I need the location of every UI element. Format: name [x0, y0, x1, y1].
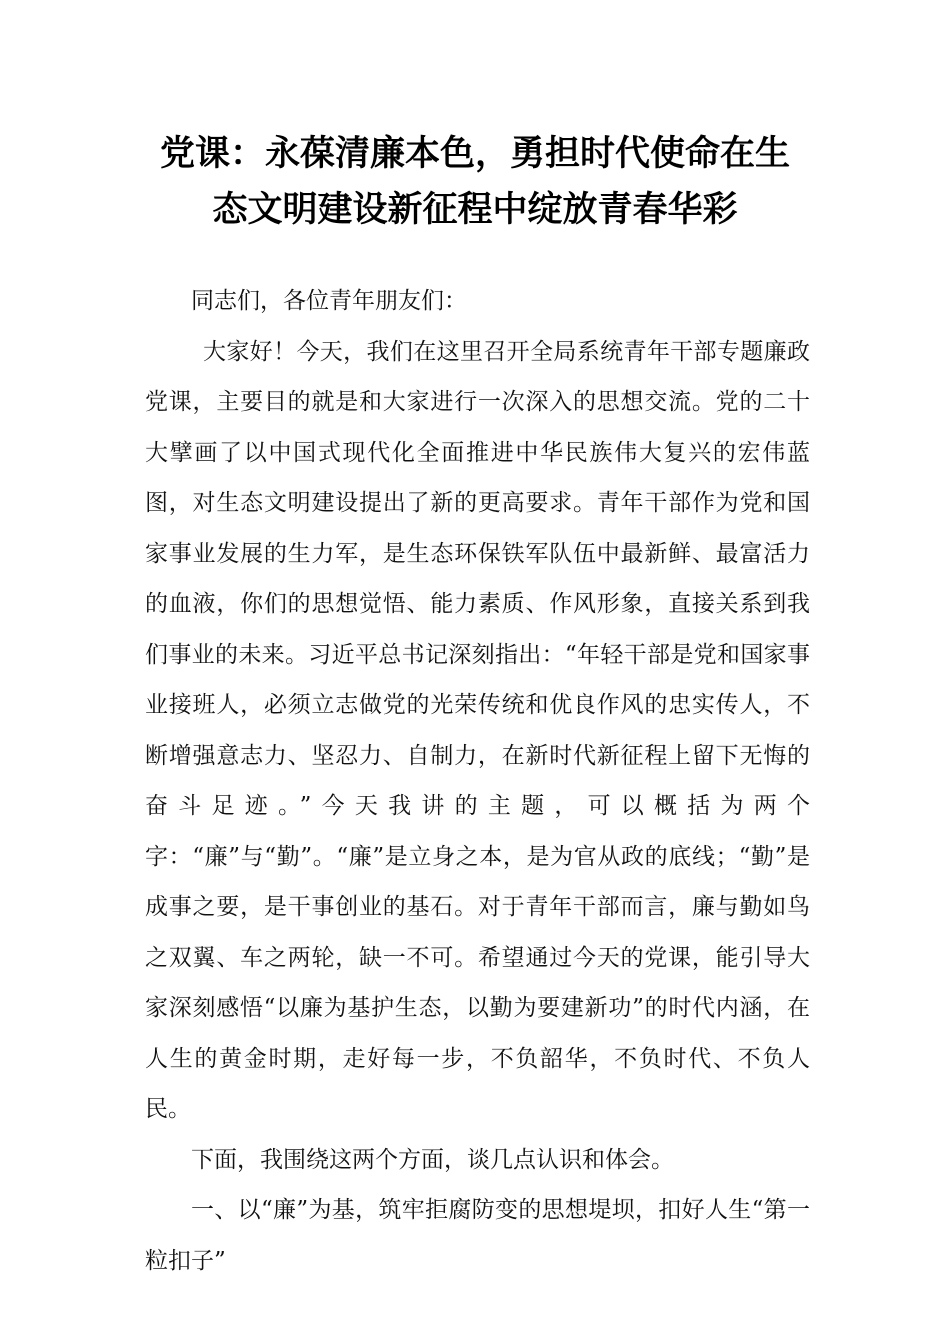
document-body — [145, 276, 810, 1286]
greeting-paragraph: 同志们，各位青年朋友们： — [191, 288, 467, 314]
document-title — [120, 126, 830, 238]
transition-paragraph: 下面，我围绕这两个方面，谈几点认识和体会。 — [191, 1146, 674, 1173]
intro-paragraph: 大家好！今天，我们在这里召开全局系统青年干部专题廉政党课，主要目的就是和大家进行一次深入的思想交流。党的二十大擘画了以中国式现代化全面推进中华民族伟大复兴的宏伟蓝图，对生态文明建设提出了新的更高要求。青年干部作为党和国家事业发展的生力军，是生态环保铁军队伍中最新鲜、最富活力的血液，你们的思想觉悟、能力素质、作风形象，直接关系到我们事业的未来。习近平总书记深刻指出：“年轻干部是党和国家事业接班人，必须立志做党的光荣传统和优良作风的忠实传人，不断增强意志力、坚忍力、自制力，在新时代新征程上留下无悔的奋斗足迹。”今天我讲的主题，可以概括为两个字：“廉”与“勤”。“廉”是立身之本，是为官从政的底线；“勤”是成事之要，是干事创业的基石。对于青年干部而言，廉与勤如鸟之双翼、车之两轮，缺一不可。希望通过今天的党课，能引导大家深刻感悟“以廉为基护生态，以勤为要建新功”的时代内涵，在人生的黄金时期，走好每一步，不负韶华，不负时代、不负人民。 — [145, 338, 810, 1122]
title-line-2: 态文明建设新征程中绽放青春华彩 — [212, 190, 738, 230]
section-heading-1: 一、以“廉”为基，筑牢拒腐防变的思想堤坝，扣好人生“第一粒扣子” — [145, 1197, 810, 1274]
title-line-1: 党课：永葆清廉本色，勇担时代使命在生 — [159, 134, 790, 174]
